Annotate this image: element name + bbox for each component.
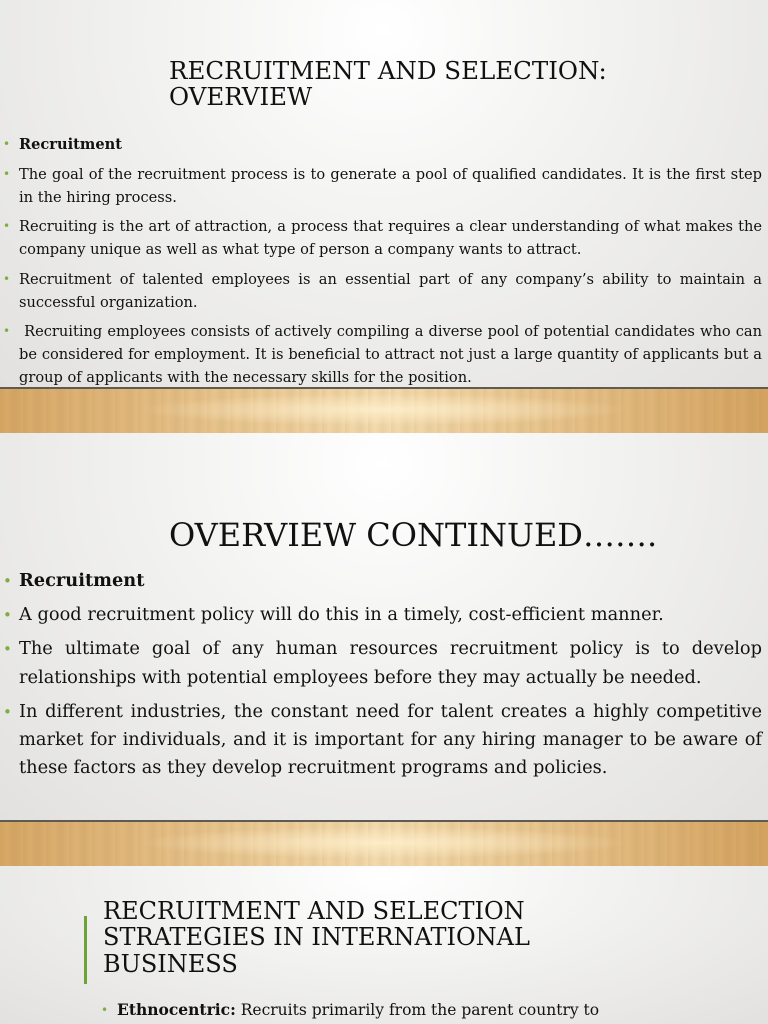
bullet-icon: • xyxy=(3,219,11,233)
bullet-icon: • xyxy=(101,1003,109,1017)
bullet-icon: • xyxy=(3,572,12,590)
title-line: OVERVIEW xyxy=(169,82,313,112)
list-item xyxy=(3,268,762,314)
bullet-text: Recruitment of talented employees is an essential part of any company’s ability to maintain a successful organization. xyxy=(19,270,762,311)
bullet-text: Recruits primarily from the parent country to xyxy=(235,1001,600,1019)
bullet-icon: • xyxy=(3,166,11,181)
wood-divider xyxy=(0,820,768,868)
bullet-list xyxy=(3,567,762,788)
title-line: STRATEGIES IN INTERNATIONAL xyxy=(103,923,530,952)
bullet-text: Recruiting employees consists of actively compiling a diverse pool of potential candidates who can be considered for employment. It is beneficial to attract not just a large quantity of applicants but a group of applicants with the necessary skills for the position. xyxy=(19,323,767,386)
bullet-icon: • xyxy=(3,324,11,338)
bullet-text: The ultimate goal of any human resources recruitment policy is to develop relationships with potential employees before they may actually be needed. xyxy=(19,638,762,688)
bullet-term: Ethnocentric: xyxy=(117,1000,236,1019)
bullet-text: A good recruitment policy will do this in a timely, cost-efficient manner. xyxy=(19,604,664,626)
list-item xyxy=(101,1000,737,1020)
title-line: RECRUITMENT AND SELECTION xyxy=(103,897,525,925)
slide-title xyxy=(103,898,530,977)
list-item xyxy=(3,133,762,156)
list-item xyxy=(3,601,762,629)
bullet-heading: Recruitment xyxy=(19,570,145,591)
bullet-heading: Recruitment xyxy=(19,136,122,153)
list-item xyxy=(3,320,767,387)
title-accent-bar xyxy=(84,916,87,984)
list-item xyxy=(3,635,762,691)
bullet-text: In different industries, the constant need for talent creates a highly competitive market for individuals, and it is important for any hiring manager to be aware of these factors as they develop recruitment programs and policies. xyxy=(19,700,762,779)
list-item xyxy=(3,567,762,595)
bullet-icon: • xyxy=(3,702,12,721)
title-line: BUSINESS xyxy=(103,949,238,978)
list-item xyxy=(3,698,762,783)
slide-title: OVERVIEW CONTINUED……. xyxy=(169,516,658,554)
wood-divider xyxy=(0,387,768,435)
bullet-text: The goal of the recruitment process is to generate a pool of qualified candidates. It is the first step in the hiring process. xyxy=(19,165,762,206)
bullet-icon: • xyxy=(3,271,11,286)
bullet-text: Recruiting is the art of attraction, a process that requires a clear understanding of what makes the company unique as well as what type of person a company wants to attract. xyxy=(19,218,762,258)
bullet-icon: • xyxy=(3,640,12,659)
list-item xyxy=(3,163,762,209)
title-line: RECRUITMENT AND SELECTION: xyxy=(169,56,607,85)
bullet-list xyxy=(101,1000,737,1020)
slide-international-strategies xyxy=(0,866,768,1024)
bullet-list xyxy=(3,133,767,387)
bullet-icon: • xyxy=(3,606,12,625)
list-item xyxy=(3,215,762,261)
slide-title xyxy=(169,58,607,111)
bullet-icon: • xyxy=(3,137,11,151)
slide-overview xyxy=(0,0,768,387)
